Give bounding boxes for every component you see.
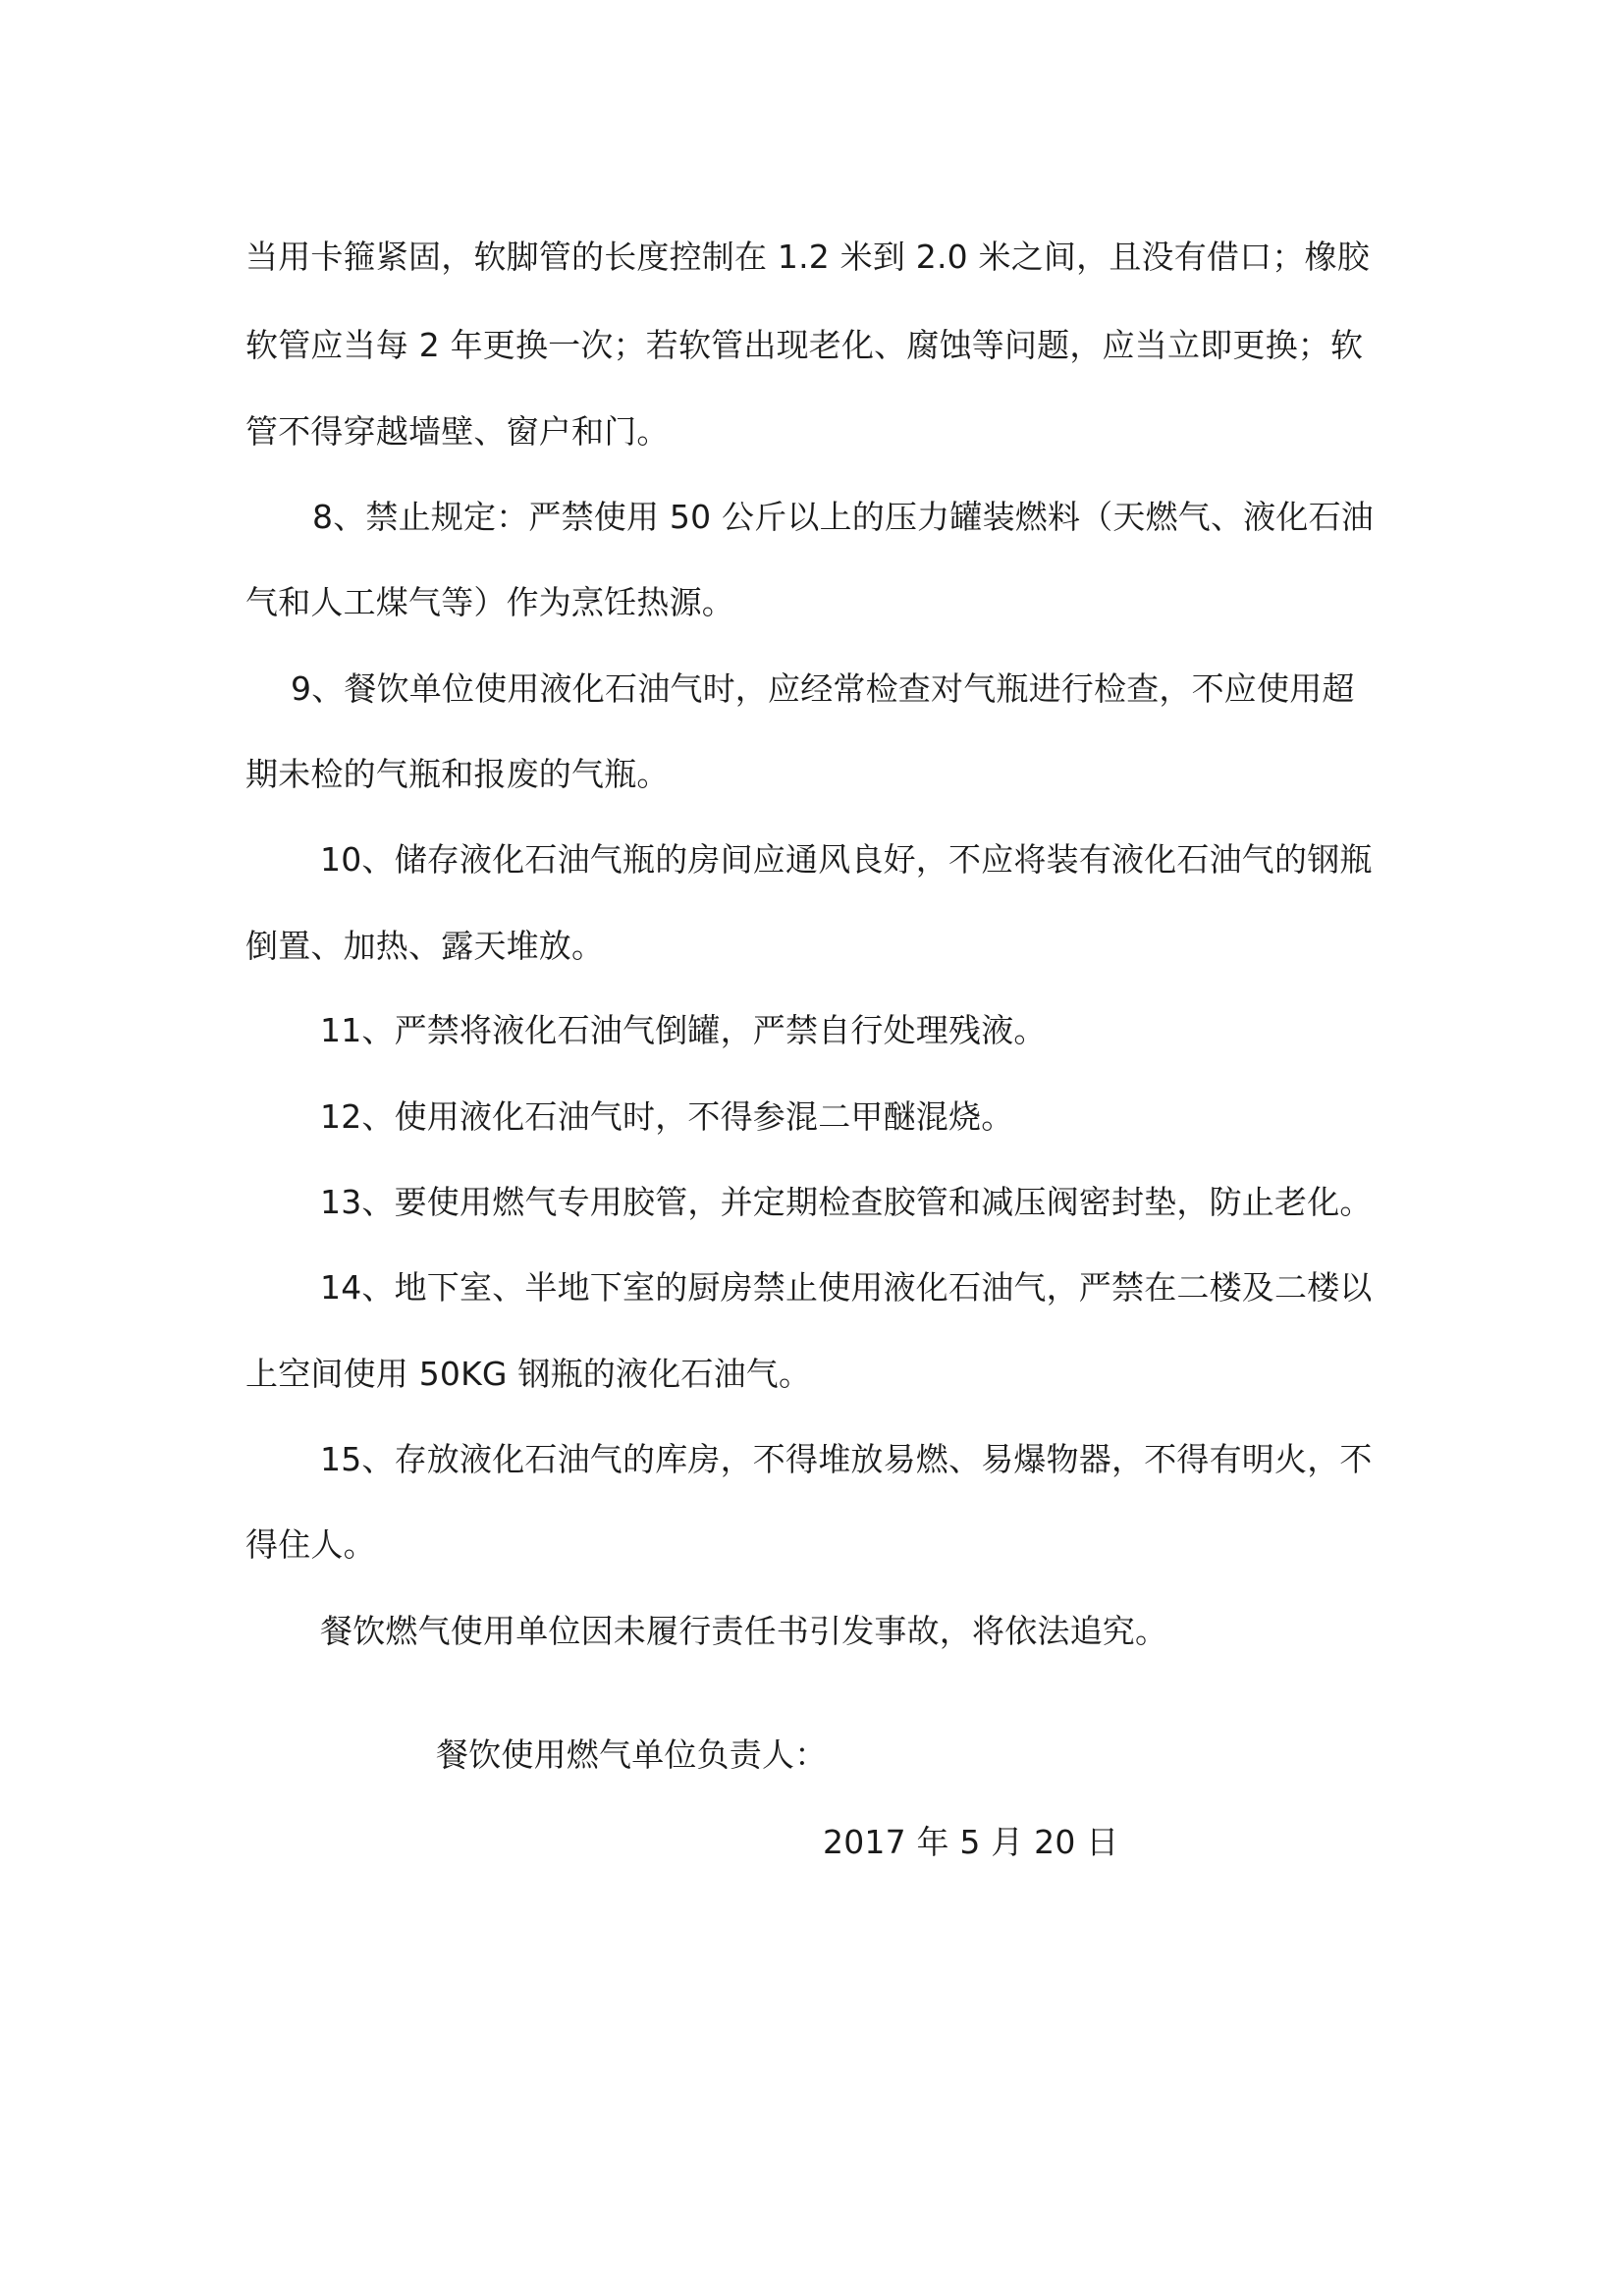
text-line: 上空间使用 50KG 钢瓶的液化石油气。 [245, 1355, 812, 1393]
item-8: 8、禁止规定：严禁使用 50 公斤以上的压力罐装燃料（天燃气、液化石油 [312, 498, 1374, 536]
text-line: 气和人工煤气等）作为烹饪热源。 [245, 583, 734, 621]
text-line: 得住人。 [245, 1525, 376, 1564]
item-9: 9、餐饮单位使用液化石油气时，应经常检查对气瓶进行检查，不应使用超 [291, 669, 1355, 708]
text-line: 期未检的气瓶和报废的气瓶。 [245, 755, 670, 793]
text-line: 管不得穿越墙壁、窗户和门。 [245, 412, 670, 451]
text-line: 软管应当每 2 年更换一次；若软管出现老化、腐蚀等问题，应当立即更换；软 [245, 326, 1364, 364]
text-line: 当用卡箍紧固，软脚管的长度控制在 1.2 米到 2.0 米之间，且没有借口；橡胶 [245, 238, 1370, 276]
document-date: 2017 年 5 月 20 日 [823, 1823, 1119, 1861]
item-15: 15、存放液化石油气的库房，不得堆放易燃、易爆物器，不得有明火，不 [320, 1440, 1373, 1478]
item-11: 11、严禁将液化石油气倒罐，严禁自行处理残液。 [320, 1011, 1047, 1049]
closing-statement: 餐饮燃气使用单位因未履行责任书引发事故，将依法追究。 [320, 1612, 1168, 1650]
signature-label: 餐饮使用燃气单位负责人： [436, 1735, 828, 1774]
item-13: 13、要使用燃气专用胶管，并定期检查胶管和减压阀密封垫，防止老化。 [320, 1183, 1373, 1221]
item-14: 14、地下室、半地下室的厨房禁止使用液化石油气，严禁在二楼及二楼以 [320, 1268, 1373, 1307]
item-10: 10、储存液化石油气瓶的房间应通风良好，不应将装有液化石油气的钢瓶 [320, 840, 1373, 879]
item-12: 12、使用液化石油气时，不得参混二甲醚混烧。 [320, 1097, 1014, 1136]
text-line: 倒置、加热、露天堆放。 [245, 927, 605, 965]
